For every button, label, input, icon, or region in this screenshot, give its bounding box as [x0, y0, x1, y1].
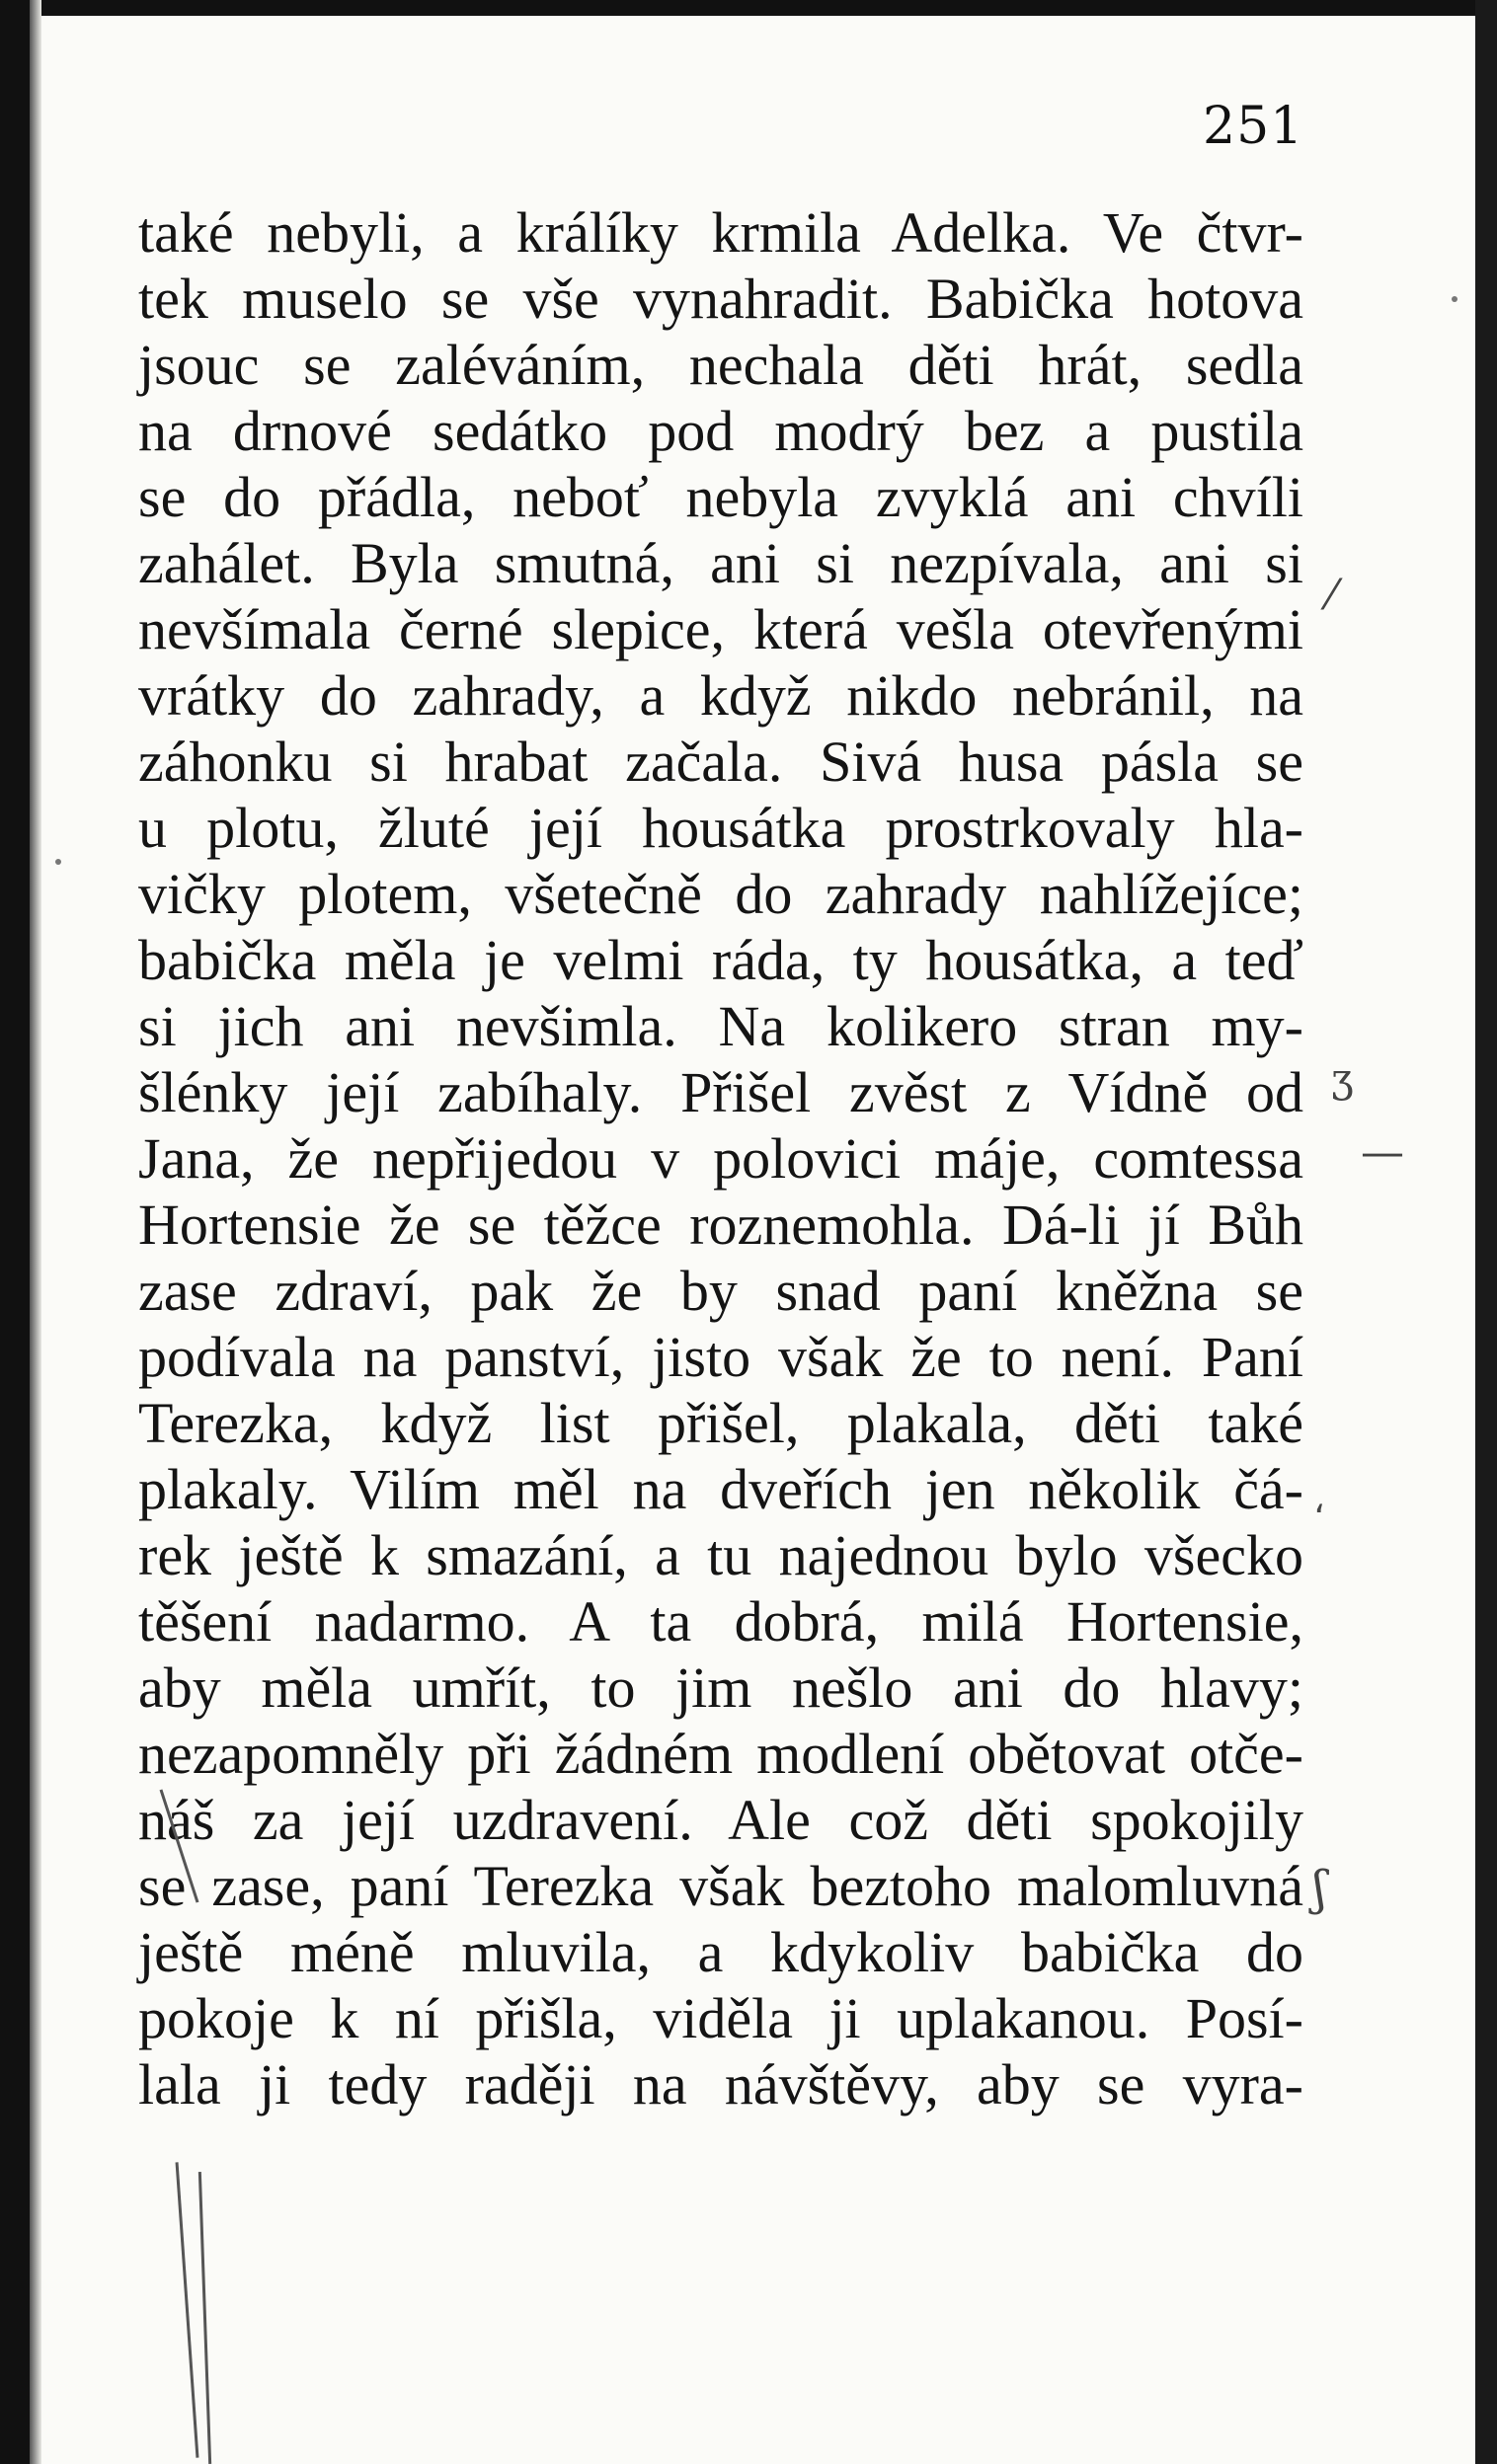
text-line: záhonku si hrabat začala. Sivá husa pásla se — [138, 730, 1303, 794]
text-line: Terezka, když list přišel, plakala, děti také — [138, 1391, 1303, 1455]
text-line: u plotu, žluté její housátka prostrkovaly hla- — [138, 796, 1303, 860]
text-line: se do přádla, neboť nebyla zvyklá ani chvíli — [138, 465, 1303, 529]
text-line: Hortensie že se těžce roznemohla. Dá-li jí Bůh — [138, 1193, 1303, 1257]
text-line: na drnové sedátko pod modrý bez a pustila — [138, 399, 1303, 463]
text-line: náš za její uzdravení. Ale což děti spokojily — [138, 1788, 1303, 1852]
body-text — [138, 199, 1303, 2118]
text-line: tek muselo se vše vynahradit. Babička hotova — [138, 267, 1303, 331]
pencil-margin-mark: ʒ — [1331, 1056, 1354, 1102]
text-line: rek ještě k smazání, a tu najednou bylo všecko — [138, 1523, 1303, 1587]
pencil-margin-mark: ⁄ — [1328, 571, 1336, 619]
pencil-stroke — [176, 2162, 199, 2457]
text-line: zase zdraví, pak že by snad paní kněžna se — [138, 1259, 1303, 1323]
pencil-margin-mark: ، — [1313, 1481, 1325, 1521]
scan-border-left — [0, 0, 30, 2464]
text-line: pokoje k ní přišla, viděla ji uplakanou. Posí- — [138, 1986, 1303, 2050]
pencil-stroke — [198, 2172, 211, 2464]
page-gutter-shadow — [30, 0, 41, 2464]
text-line: se zase, paní Terezka však beztoho malomluvná — [138, 1854, 1303, 1918]
text-line: také nebyli, a králíky krmila Adelka. Ve čtvr- — [138, 200, 1303, 265]
scan-speck — [1452, 296, 1458, 302]
text-line: nevšímala černé slepice, která vešla otevřenými — [138, 597, 1303, 661]
text-line: ještě méně mluvila, a kdykoliv babička do — [138, 1920, 1303, 1984]
scan-border-right — [1475, 0, 1497, 2464]
text-line: si jich ani nevšimla. Na kolikero stran my- — [138, 994, 1303, 1058]
text-line: vrátky do zahrady, a když nikdo nebránil, na — [138, 663, 1303, 728]
text-line: aby měla umřít, to jim nešlo ani do hlavy; — [138, 1656, 1303, 1720]
page-number: 251 — [1203, 97, 1304, 156]
scan-speck — [55, 859, 61, 865]
pencil-margin-dash: — — [1361, 1127, 1404, 1178]
text-line: plakaly. Vilím měl na dveřích jen několik čá- — [138, 1457, 1303, 1521]
text-line: Jana, že nepřijedou v polovici máje, comtessa — [138, 1126, 1303, 1191]
text-line: jsouc se zaléváním, nechala děti hrát, sedla — [138, 333, 1303, 397]
text-line: šlénky její zabíhaly. Přišel zvěst z Vídně od — [138, 1060, 1303, 1124]
text-line: zahálet. Byla smutná, ani si nezpívala, ani si — [138, 531, 1303, 595]
text-line: nezapomněly při žádném modlení obětovat otče- — [138, 1722, 1303, 1786]
text-line: podívala na panství, jisto však že to není. Paní — [138, 1325, 1303, 1389]
pencil-margin-mark: ʃ — [1313, 1861, 1327, 1916]
scan-border-top — [0, 0, 1497, 16]
text-line: lala ji tedy raději na návštěvy, aby se vyra- — [138, 2052, 1303, 2117]
text-line: babička měla je velmi ráda, ty housátka, a teď — [138, 928, 1303, 992]
text-line: těšení nadarmo. A ta dobrá, milá Hortensie, — [138, 1589, 1303, 1654]
text-line: vičky plotem, všetečně do zahrady nahlížejíce; — [138, 862, 1303, 926]
